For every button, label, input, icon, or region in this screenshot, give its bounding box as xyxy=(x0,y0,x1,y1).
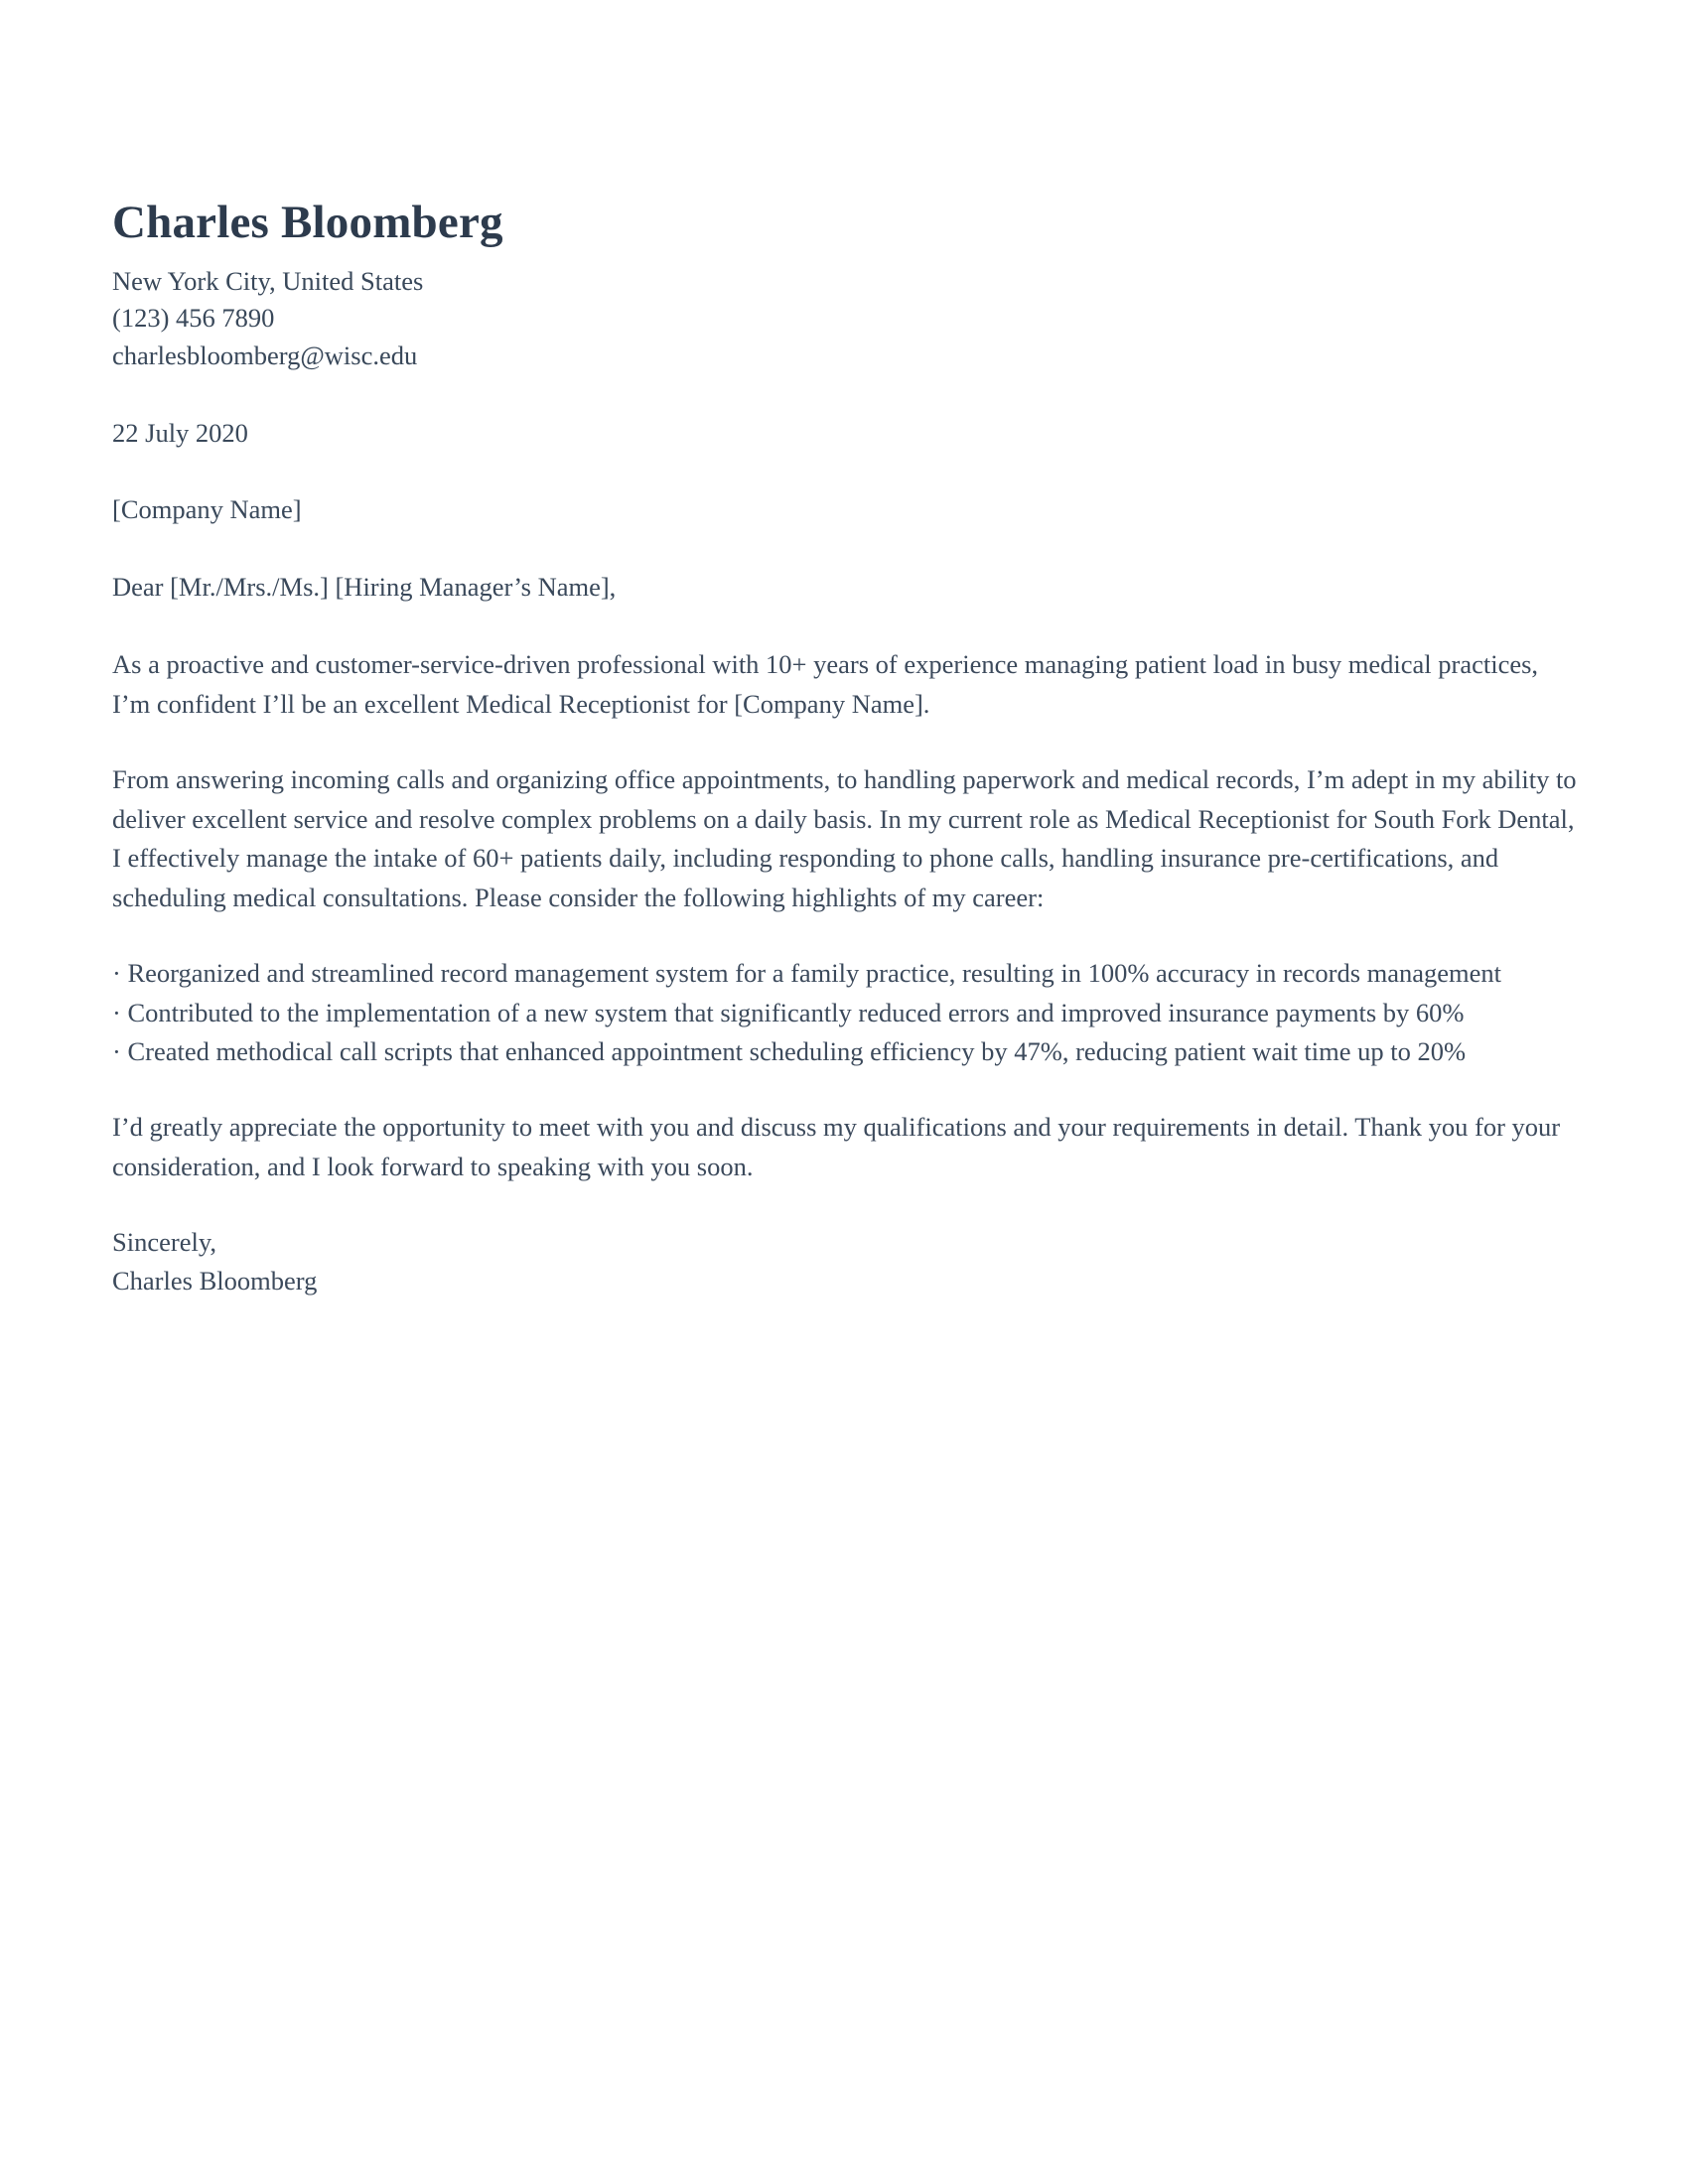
list-item: · Contributed to the implementation of a new system that significantly reduced errors and improved insurance payments by 60% xyxy=(112,997,1465,1027)
contact-block xyxy=(112,263,1582,375)
company-name: [Company Name] xyxy=(112,494,302,525)
spacer xyxy=(112,918,1582,954)
closing-salutation: Sincerely, xyxy=(112,1226,216,1257)
paragraph-intro: As a proactive and customer-service-driven professional with 10+ years of experience managing patient load in busy medical practices, I’m confident I’ll be an excellent Medical Receptionist for [Company Name]. xyxy=(112,649,1539,720)
list-item: · Reorganized and streamlined record management system for a family practice, resulting in 100% accuracy in records management xyxy=(112,957,1502,988)
letter-date: 22 July 2020 xyxy=(112,417,248,448)
page-title: Charles Bloomberg xyxy=(112,197,503,248)
letter-content xyxy=(112,197,1582,1301)
spacer xyxy=(112,375,1582,415)
paragraph-closing: I’d greatly appreciate the opportunity to meet with you and discuss my qualifications and your requirements in detail. Thank you for your consideration, and I look forward to speaking with you soon. xyxy=(112,1112,1561,1181)
salutation: Dear [Mr./Mrs./Ms.] [Hiring Manager’s Name], xyxy=(112,571,617,602)
spacer xyxy=(112,529,1582,569)
contact-location: New York City, United States xyxy=(112,265,424,296)
spacer xyxy=(112,452,1582,491)
contact-email: charlesbloomberg@wisc.edu xyxy=(112,340,418,370)
highlights-list xyxy=(112,954,1582,1072)
paragraph-experience: From answering incoming calls and organizing office appointments, to handling paperwork and medical records, I’m adept in my ability to deliver excellent service and resolve complex problems on a daily basis. In my current role as Medical Receptionist for South Fork Dental, I effectively manage the intake of 60+ patients daily, including responding to phone calls, handling insurance pre-certifications, and scheduling medical consultations. Please consider the following highlights of my career: xyxy=(112,763,1577,913)
spacer xyxy=(112,606,1582,645)
contact-phone: (123) 456 7890 xyxy=(112,303,275,334)
list-item: · Created methodical call scripts that enhanced appointment scheduling efficiency by 47%, reducing patient wait time up to 20% xyxy=(112,1036,1467,1067)
spacer xyxy=(112,1187,1582,1223)
spacer xyxy=(112,1072,1582,1108)
spacer xyxy=(112,725,1582,760)
signature-name: Charles Bloomberg xyxy=(112,1266,318,1297)
